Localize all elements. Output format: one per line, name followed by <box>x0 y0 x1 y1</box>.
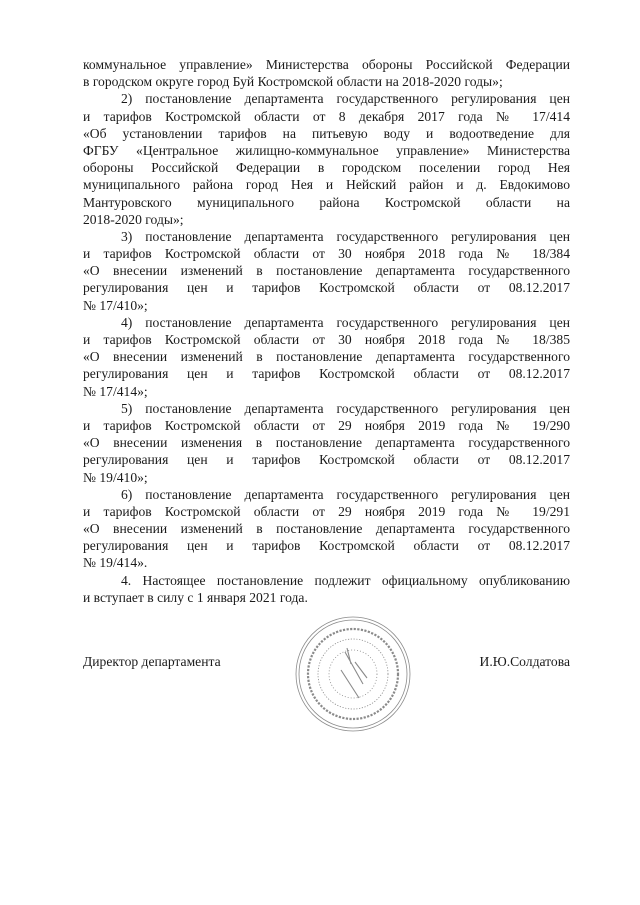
text-line: 4. Настоящее постановление подлежит официальному опубликованию <box>121 572 570 588</box>
text-line: № 19/410»; <box>83 469 148 485</box>
text-line: регулирования цен и тарифов Костромской области от 08.12.2017 <box>83 538 570 554</box>
document-body <box>83 56 570 606</box>
text-line: и тарифов Костромской области от 29 ноября 2019 года № 19/290 <box>83 417 570 433</box>
text-line: и тарифов Костромской области от 29 ноября 2019 года № 19/291 <box>83 503 570 519</box>
text-line: № 19/414». <box>83 555 148 571</box>
text-line: в городском округе город Буй Костромской области на 2018-2020 годы»; <box>83 74 503 90</box>
text-line: и вступает в силу с 1 января 2021 года. <box>83 589 308 605</box>
seal-outer-ring <box>296 617 410 731</box>
text-line: 5) постановление департамента государственного регулирования цен <box>121 400 570 416</box>
text-line: обороны Российской Федерации в городском поселении город Нея <box>83 160 570 176</box>
text-line: коммунальное управление» Министерства обороны Российской Федерации <box>83 57 570 72</box>
text-line: регулирования цен и тарифов Костромской области от 08.12.2017 <box>83 452 570 468</box>
seal-center-ring <box>329 650 377 698</box>
text-line: «О внесении изменений в постановление департамента государственного <box>83 263 570 279</box>
seal-signature-stroke <box>341 648 367 698</box>
official-seal <box>293 614 413 734</box>
text-line: и тарифов Костромской области от 30 ноября 2018 года № 18/384 <box>83 246 570 262</box>
text-line: 3) постановление департамента государственного регулирования цен <box>121 228 570 244</box>
text-line: и тарифов Костромской области от 30 ноября 2018 года № 18/385 <box>83 332 570 347</box>
text-line: 6) постановление департамента государственного регулирования цен <box>121 486 570 502</box>
signatory-title: Директор департамента <box>83 654 221 669</box>
seal-text-ring <box>318 639 388 709</box>
text-line: № 17/410»; <box>83 297 148 313</box>
text-line: «О внесении изменения в постановление департамента государственного <box>83 435 570 451</box>
text-line: муниципального района город Нея и Нейский район и д. Евдокимово <box>83 177 570 193</box>
text-line: 2) постановление департамента государственного регулирования цен <box>121 91 570 107</box>
text-line: регулирования цен и тарифов Костромской области от 08.12.2017 <box>83 280 570 296</box>
text-line: № 17/414»; <box>83 383 148 399</box>
text-line: «Об установлении тарифов на питьевую воду и водоотведение для <box>83 125 570 141</box>
text-line: «О внесении изменений в постановление департамента государственного <box>83 521 570 537</box>
text-line: ФГБУ «Центральное жилищно-коммунальное управление» Министерства <box>83 142 570 158</box>
seal-inner-ring <box>299 620 407 728</box>
signatory-name: И.Ю.Солдатова <box>479 654 570 669</box>
text-line: и тарифов Костромской области от 8 декабря 2017 года № 17/414 <box>83 108 570 124</box>
text-line: Мантуровского муниципального района Костромской области на <box>83 194 570 210</box>
text-line: 4) постановление департамента государственного регулирования цен <box>121 314 570 330</box>
seal-lettering-band <box>308 629 398 719</box>
text-line: 2018-2020 годы»; <box>83 211 184 227</box>
text-line: регулирования цен и тарифов Костромской области от 08.12.2017 <box>83 366 570 382</box>
text-line: «О внесении изменений в постановление департамента государственного <box>83 349 570 365</box>
